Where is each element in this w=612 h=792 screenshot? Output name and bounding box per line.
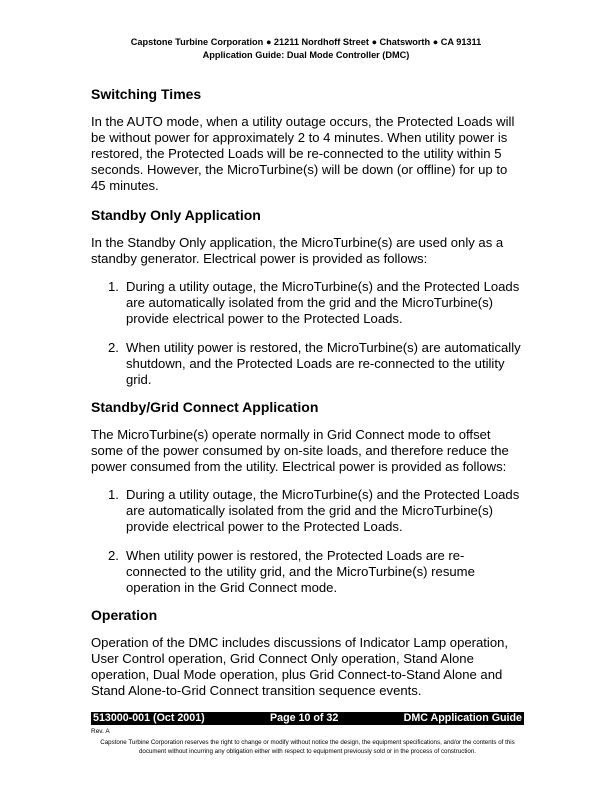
paragraph-switching-times: In the AUTO mode, when a utility outage occurs, the Protected Loads will be without power for approximately 2 to 4 minutes. When utility power is restored, the Protected Loads will be re-connected to the utility within 5 seconds. However, the MicroTurbine(s) will be down (or offline) for up to 45 minutes.: [91, 114, 515, 193]
list-standby-only: [91, 279, 523, 388]
heading-operation: Operation: [91, 607, 158, 623]
list-item: [91, 340, 523, 388]
paragraph-operation: Operation of the DMC includes discussions of Indicator Lamp operation, User Control operation, Grid Connect Only operation, Stand Alone operation, Dual Mode operation, plus Grid Connect-to-Stand Alone and Stand Alone-to-Grid Connect transition sequence events.: [91, 635, 509, 698]
page-header: [0, 36, 612, 62]
heading-switching-times: Switching Times: [91, 86, 202, 102]
list-item-text: When utility power is restored, the MicroTurbine(s) are automatically shutdown, and the Protected Loads are re-connected to the utility grid.: [126, 340, 521, 387]
footer-bar: [91, 712, 524, 725]
list-item-number: 1.: [108, 279, 119, 294]
list-item-text: When utility power is restored, the Protected Loads are re-connected to the utility grid, and the MicroTurbine(s) resume operation in the Grid Connect mode.: [126, 548, 475, 595]
footer-revision: Rev. A: [91, 728, 110, 735]
page-content: [91, 86, 523, 699]
heading-standby-only: Standby Only Application: [91, 207, 261, 223]
heading-standby-grid-connect: Standby/Grid Connect Application: [91, 399, 319, 415]
footer-disclaimer: Capstone Turbine Corporation reserves the right to change or modify without notice the design, the equipment specifications, and/or the contents of this document without incurring any obligation either with respect to equipment previously sold or in the process of construction.: [100, 739, 515, 755]
list-item-text: During a utility outage, the MicroTurbine(s) and the Protected Loads are automatically isolated from the grid and the MicroTurbine(s) provide electrical power to the Protected Loads.: [126, 279, 520, 326]
footer-page-number: Page 10 of 32: [270, 712, 339, 724]
header-company-line: Capstone Turbine Corporation ● 21211 Nordhoff Street ● Chatsworth ● CA 91311: [130, 37, 482, 47]
footer-doc-number: 513000-001 (Oct 2001): [93, 712, 205, 724]
list-standby-grid-connect: [91, 487, 523, 596]
paragraph-standby-only: In the Standby Only application, the MicroTurbine(s) are used only as a standby generator. Electrical power is provided as follows:: [91, 235, 504, 266]
header-guide-title: Application Guide: Dual Mode Controller (DMC): [202, 50, 410, 60]
list-item: [91, 548, 523, 596]
list-item: [91, 279, 523, 327]
page-footer: [91, 712, 524, 756]
list-item: [91, 487, 523, 535]
list-item-text: During a utility outage, the MicroTurbine(s) and the Protected Loads are automatically isolated from the grid and the MicroTurbine(s) provide electrical power to the Protected Loads.: [126, 487, 520, 534]
list-item-number: 1.: [108, 487, 119, 502]
footer-guide-name: DMC Application Guide: [403, 712, 522, 724]
paragraph-standby-grid-connect: The MicroTurbine(s) operate normally in Grid Connect mode to offset some of the power consumed by on-site loads, and therefore reduce the power consumed from the utility. Electrical power is provided as follows:: [91, 427, 509, 474]
list-item-number: 2.: [108, 340, 119, 355]
list-item-number: 2.: [108, 548, 119, 563]
